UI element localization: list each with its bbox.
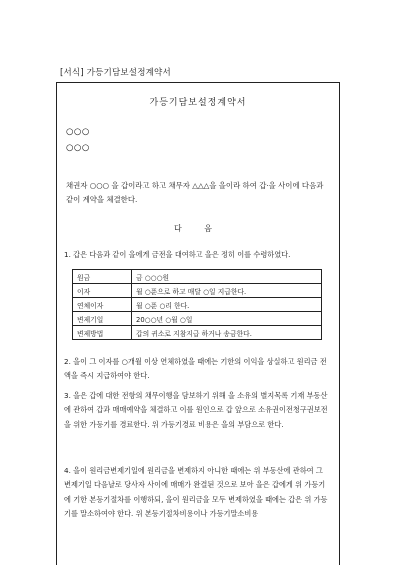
term-label: 변제기일 xyxy=(73,312,132,326)
party-line-1: ○○○ xyxy=(66,127,90,137)
term-value: 월 ○푼 ○리 한다. xyxy=(132,298,322,312)
table-row xyxy=(73,326,322,340)
term-value: 갑의 귀소로 지참지급 하거나 송금한다. xyxy=(132,326,322,340)
term-value: 월 ○푼으로 하고 매달 ○일 지급한다. xyxy=(132,284,322,298)
clause-2: 2. 을이 그 이자를 ○개월 이상 연체하였을 때에는 기한의 이익을 상실하고 원리금 전액을 즉시 지급하여야 한다. xyxy=(64,357,327,381)
term-value: 20○○년 ○월 ○일 xyxy=(132,312,322,326)
intro-paragraph: 채권자 ○○○ 을 갑이라고 하고 채무자 △△△을 을이라 하여 갑·을 사이에 다음과 같이 계약을 체결한다. xyxy=(66,181,324,204)
term-label: 변제방법 xyxy=(73,326,132,340)
term-label: 연체이자 xyxy=(73,298,132,312)
term-label: 이자 xyxy=(73,284,132,298)
document-title: 가등기담보설정계약서 xyxy=(149,98,247,108)
table-row xyxy=(73,270,322,284)
table-row xyxy=(73,298,322,312)
section-heading: 다 음 xyxy=(174,224,222,233)
clause-4: 4. 을이 원리금변제기일에 원리금을 변제하지 아니한 때에는 위 부동산에 관하여 그 변제기일 다음날로 당사자 사이에 매매가 완결된 것으로 보아 을은 갑에게 위 가등기에 기한 본등기절차를 이행하되, 을이 원리금을 모두 변제하였을 때에는 갑은 위 가등기를 말소하여야 한다. 위 본등기절차비용이나 가등기말소비용 xyxy=(64,466,328,519)
term-label: 원금 xyxy=(73,270,132,284)
form-caption: [서식] 가등기담보설정계약서 xyxy=(60,68,171,78)
contract-frame xyxy=(56,82,340,565)
table-row xyxy=(73,284,322,298)
clause-1: 1. 갑은 다음과 같이 을에게 금전을 대여하고 을은 정히 이를 수령하였다. xyxy=(64,250,291,259)
clause-3: 3. 을은 갑에 대한 전항의 채무이행을 담보하기 위해 을 소유의 별지목록 기재 부동산에 관하여 갑과 매매예약을 체결하고 이를 원인으로 갑 앞으로 소유권이전청구권보전을 위한 가등기를 경료한다. 위 가등기경료 비용은 을의 부담으로 한다. xyxy=(64,391,328,429)
table-row xyxy=(73,312,322,326)
party-line-2: ○○○ xyxy=(66,143,90,153)
term-value: 금 ○○○원 xyxy=(132,270,322,284)
loan-terms-table xyxy=(72,269,322,340)
